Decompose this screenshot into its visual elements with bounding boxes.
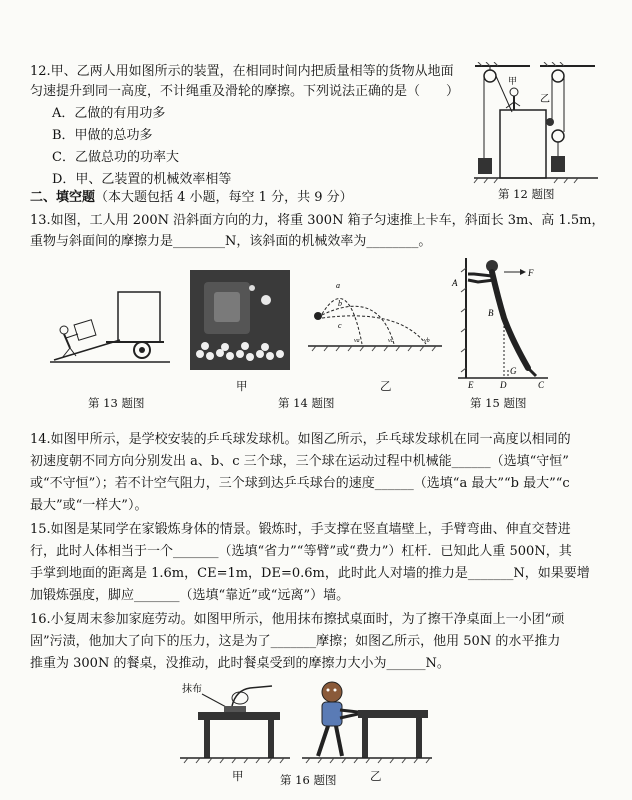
- q15-label-G: G: [510, 366, 517, 376]
- q16-line-2: 固”污渍，他加大了向下的压力，这是为了_______摩擦；如图乙所示，他用 50N 的水平推力: [30, 634, 561, 649]
- q14-label-b: b: [338, 299, 342, 308]
- q15-line-2: 行，此时人体相当于一个_______（选填“省力”“等臂”或“费力”）杠杆．已知此人重 500N，其: [30, 544, 572, 559]
- q12-line-2: 匀速提升到同一高度，不计绳重及滑轮的摩擦。下列说法正确的是（ ）: [30, 84, 460, 99]
- q15-figure: [448, 258, 558, 390]
- q12-figure: [470, 62, 600, 188]
- q12-fig-label-jia: 甲: [508, 76, 518, 86]
- q15-fig-caption: 第 15 题图: [470, 396, 527, 410]
- q14-line-1: 14.如图甲所示，是学校安装的乒乓球发球机。如图乙所示，乒乓球发球机在同一高度以相同的: [30, 432, 571, 447]
- q15-line-1: 15.如图是某同学在家锻炼身体的情景。锻炼时，手支撑在竖直墙壁上，手臂弯曲、伸直交替进: [30, 522, 571, 537]
- q15-label-A: A: [452, 278, 458, 288]
- q15-label-F: F: [528, 268, 534, 278]
- q16-fig-label-yi: 乙: [370, 769, 382, 783]
- q16-line-1: 16.小复周末参加家庭劳动。如图甲所示，他用抹布擦拭桌面时，为了擦干净桌面上一小团“顽: [30, 612, 565, 627]
- q16-figure-jia: [180, 680, 290, 764]
- section-2-note: （本大题包括 4 小题，每空 1 分，共 9 分）: [95, 190, 353, 205]
- q15-line-4: 加锻炼强度，脚应_______（选填“靠近”或“远离”）墙。: [30, 588, 350, 603]
- q12-fig-label-yi: 乙: [540, 94, 550, 105]
- q16-figure-yi: [302, 676, 432, 764]
- q13-figure: [50, 278, 170, 368]
- q13-fig-caption: 第 13 题图: [88, 396, 145, 410]
- q13-line-1: 13.如图，工人用 200N 沿斜面方向的力，将重 300N 箱子匀速推上卡车，斜面长 3m、高 1.5m，: [30, 213, 605, 228]
- q14-label-vb: vb: [424, 338, 430, 344]
- section-2-heading: [30, 188, 353, 208]
- q12-option-d: D．甲、乙装置的机械效率相等: [52, 172, 232, 187]
- q12-line-1: 12.甲、乙两人用如图所示的装置，在相同时间内把质量相等的货物从地面: [30, 64, 454, 79]
- q14-label-a: a: [336, 281, 340, 290]
- q14-photo-serve-machine: [190, 270, 290, 370]
- q14-label-vc: vc: [388, 338, 394, 344]
- q15-label-D: D: [500, 380, 507, 390]
- q15-label-C: C: [538, 380, 545, 390]
- q12-fig-caption: 第 12 题图: [498, 187, 555, 201]
- q12-option-b: B．甲做的总功多: [52, 128, 153, 143]
- q16-fig-caption: 第 16 题图: [280, 773, 337, 787]
- q14-line-3: 或“不守恒”）；若不计空气阻力，三个球到达乒乓球台的速度______（选填“a 最大”“b 最大”“c: [30, 476, 570, 491]
- q13-line-2: 重物与斜面间的摩擦力是________N，该斜面的机械效率为________。: [30, 234, 432, 249]
- q12-option-c: C．乙做总功的功率大: [52, 150, 179, 165]
- q14-figure-trajectories: [308, 278, 442, 354]
- q15-line-3: 手掌到地面的距离是 1.6m，CE=1m，DE=0.6m，此时此人对墙的推力是_______N，如果要增: [30, 566, 590, 581]
- q16-line-3: 推重为 300N 的餐桌，没推动，此时餐桌受到的摩擦力大小为______N。: [30, 656, 450, 671]
- q14-fig-caption: 第 14 题图: [278, 396, 335, 410]
- q14-line-2: 初速度朝不同方向分别发出 a、b、c 三个球，三个球在运动过程中机械能______（选填“守恒”: [30, 454, 569, 469]
- q14-fig-label-yi: 乙: [380, 379, 392, 393]
- q14-label-va: va: [354, 338, 360, 344]
- q16-fig-label-jia: 甲: [232, 769, 244, 783]
- section-2-title: 二、填空题: [30, 190, 96, 205]
- q14-label-c: c: [338, 321, 342, 330]
- q12-option-a: A．乙做的有用功多: [52, 106, 166, 121]
- q16-rag-label: 抹布: [182, 684, 202, 695]
- q14-fig-label-jia: 甲: [236, 379, 248, 393]
- q15-label-E: E: [468, 380, 474, 390]
- q15-label-B: B: [488, 308, 494, 318]
- q14-line-4: 最大”或“一样大”）。: [30, 498, 148, 513]
